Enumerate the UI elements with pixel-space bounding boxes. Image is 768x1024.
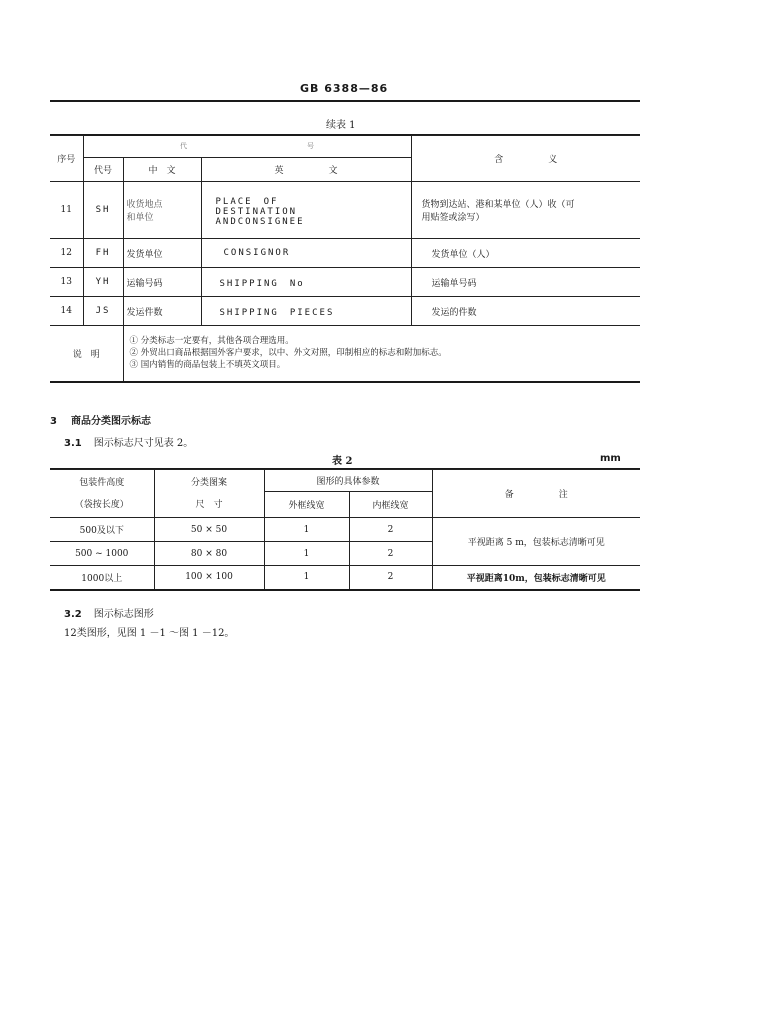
header-height: 包装件高度 （袋按长度） [50,470,154,518]
section-3-1: 3.1 图示标志尺寸见表 2。 [64,438,194,449]
section-3-2-heading: 3.2 图示标志图形 [64,609,154,620]
notes-label: 说 明 [50,326,123,382]
table-row: 13 YH 运输号码 SHIPPING No 运输单号码 [50,268,640,297]
note-1: ① 分类标志一定要有，其他各项合理选用。 [129,336,294,347]
header-seq: 序号 [50,136,83,182]
standard-code: GB 6388—86 [300,82,389,95]
merged-remark: 平视距离 5 m，包装标志清晰可见 [432,518,640,566]
header-code-group: 代 号 [83,136,411,158]
table2 [50,469,640,591]
header-meaning: 含 义 [411,136,640,182]
header-rule [50,100,640,102]
table2-unit: mm [600,453,621,464]
table-row: 12 FH 发货单位 CONSIGNOR 发货单位（人） [50,239,640,268]
header-outer: 外框线宽 [264,492,349,518]
section-3-heading: 3 商品分类图示标志 [50,416,151,427]
header-code: 代号 [83,158,123,182]
table1-caption: 续表 1 [326,120,356,131]
table-row: 500及以下 50 × 50 1 2 平视距离 5 m，包装标志清晰可见 [50,518,640,542]
header-size: 分类图案 尺 寸 [154,470,264,518]
header-english: 英 文 [201,158,411,182]
notes-row [50,326,640,382]
table-row: 14 JS 发运件数 SHIPPING PIECES 发运的件数 [50,297,640,326]
section-3-2-text: 12类图形，见图 1 －1 ～图 1 －12。 [64,628,235,639]
header-remark: 备 注 [432,470,640,518]
note-3: ③ 国内销售的商品包装上不填英文项目。 [129,360,286,371]
note-2: ② 外贸出口商品根据国外客户要求，以中、外文对照，印制相应的标志和附加标志。 [129,348,447,359]
notes [123,326,640,382]
table-row: 11 SH 收货地点 和单位 PLACE OF DESTINATION ANDCONSIGNEE 货物到达站、港和某单位（人）收（可 用贴签或涂写） [50,182,640,239]
header-chinese: 中 文 [123,158,201,182]
table-row: 500 ~ 1000 80 × 80 1 2 [50,542,640,566]
header-inner: 内框线宽 [349,492,432,518]
header-params: 图形的具体参数 [264,470,432,492]
table2-caption: 表 2 [332,456,353,467]
table1 [50,135,640,383]
table-row: 1000以上 100 × 100 1 2 平视距离10m，包装标志清晰可见 [50,566,640,590]
